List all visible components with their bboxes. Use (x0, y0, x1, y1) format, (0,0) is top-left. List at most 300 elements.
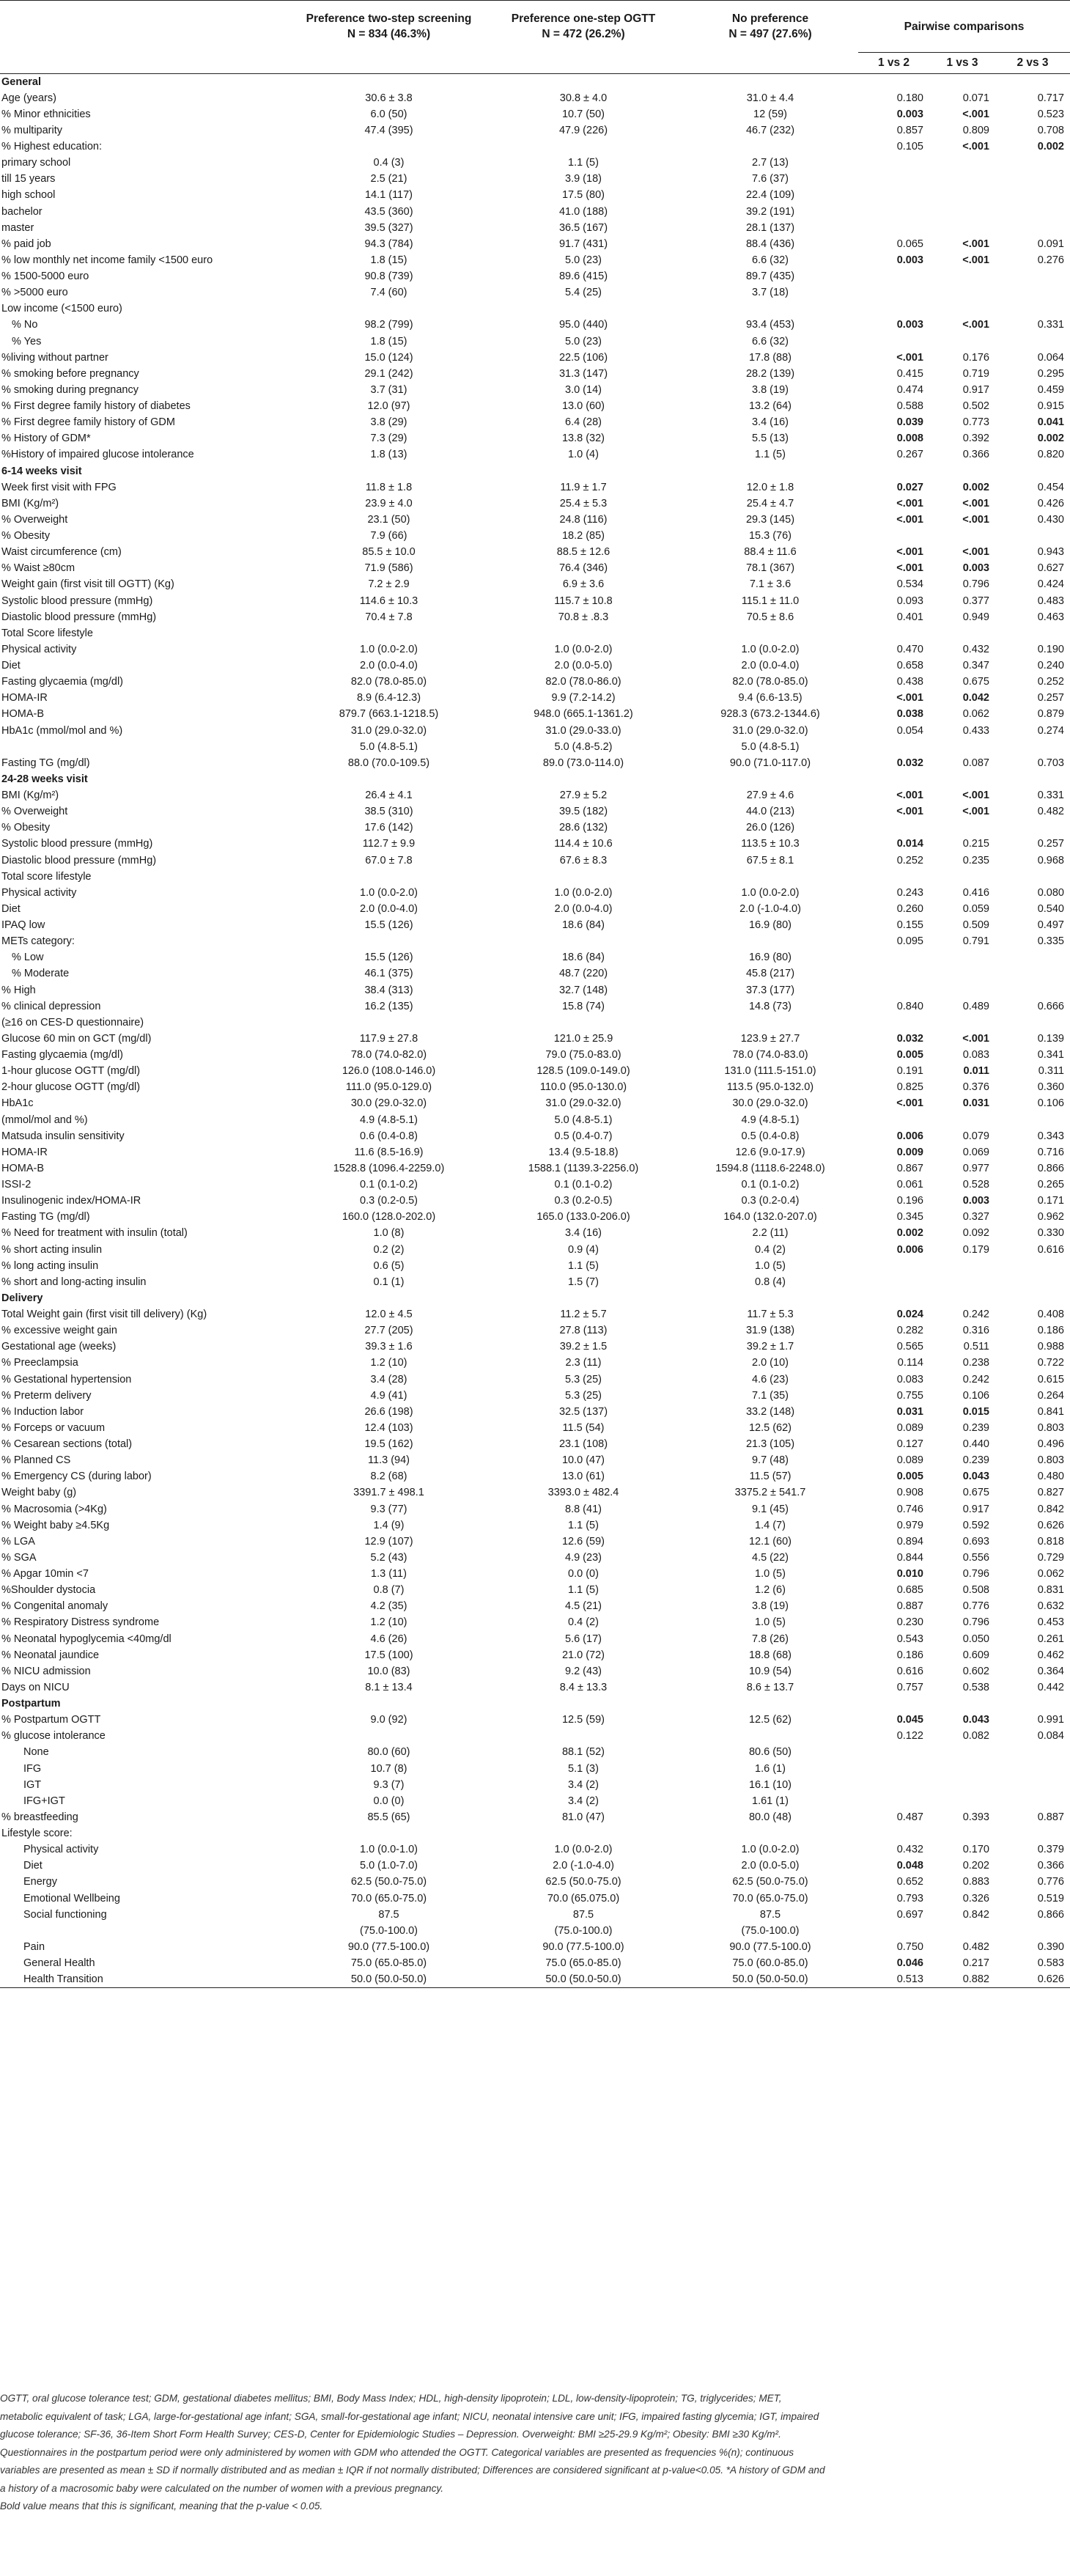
row-label: % Weight baby ≥4.5Kg (1, 1519, 110, 1531)
one-step-value: 114.4 ± 10.6 (554, 838, 613, 850)
table-row (0, 690, 1070, 706)
no-preference-value: 82.0 (78.0-85.0) (732, 676, 808, 688)
row-label: % NICU admission (1, 1665, 91, 1677)
p-1vs2 (858, 187, 929, 203)
no-preference-value: 2.0 (0.0-5.0) (741, 1860, 800, 1872)
no-preference-value (682, 933, 858, 949)
p-1vs3: 0.079 (962, 1130, 989, 1142)
no-preference-value: 87.5 (759, 1908, 781, 1921)
table-row (0, 1550, 1070, 1566)
two-step-value: 30.6 ± 3.8 (365, 92, 413, 104)
no-preference-value: 1.0 (0.0-2.0) (741, 643, 800, 655)
p-1vs2: <.001 (896, 1097, 923, 1110)
one-step-value: 5.3 (25) (565, 1389, 602, 1402)
p-2vs3: 0.716 (1037, 1146, 1064, 1158)
table-row (0, 90, 1070, 106)
table-row (0, 885, 1070, 901)
no-preference-value: 0.3 (0.2-0.4) (741, 1195, 800, 1207)
p-1vs2: 0.685 (896, 1584, 923, 1597)
no-preference-value: 70.0 (65.0-75.0) (732, 1892, 808, 1905)
p-1vs2: 0.048 (896, 1860, 923, 1872)
row-label: Total Weight gain (first visit till delivery) (Kg) (1, 1309, 207, 1321)
p-2vs3: 0.615 (1037, 1373, 1064, 1385)
table-row (0, 414, 1070, 430)
two-step-value (293, 1825, 484, 1841)
p-1vs2 (858, 1793, 929, 1809)
table-row (0, 982, 1070, 998)
p-1vs3: 0.092 (962, 1227, 989, 1240)
table-row (0, 1614, 1070, 1630)
two-step-value: 4.6 (26) (370, 1633, 407, 1645)
one-step-value: 88.5 ± 12.6 (556, 546, 610, 559)
p-2vs3 (995, 1744, 1070, 1760)
no-preference-value: 46.7 (232) (745, 124, 795, 136)
one-step-value: 91.7 (431) (558, 238, 608, 250)
row-label: Age (years) (1, 92, 56, 104)
table-row (0, 1095, 1070, 1111)
two-step-value: 126.0 (108.0-146.0) (342, 1065, 436, 1078)
one-step-value: 0.1 (0.1-0.2) (554, 1179, 613, 1191)
p-2vs3: 0.190 (1037, 643, 1064, 655)
p-1vs2: 0.658 (896, 660, 923, 672)
one-step-value: 47.9 (226) (558, 124, 608, 136)
table-row (0, 609, 1070, 625)
two-step-value: 0.6 (5) (373, 1259, 405, 1272)
no-preference-value: 4.5 (22) (752, 1551, 789, 1564)
no-preference-value: 28.1 (137) (745, 221, 795, 234)
table-row (0, 1891, 1070, 1907)
table-row (0, 917, 1070, 933)
one-step-value: 10.7 (50) (561, 108, 605, 120)
two-step-value: 3.8 (29) (370, 416, 407, 429)
p-2vs3: 0.879 (1037, 708, 1064, 721)
section-title: Postpartum (1, 1698, 61, 1710)
p-1vs3 (929, 268, 995, 284)
header-1vs3: 1 vs 3 (929, 53, 995, 74)
table-row (0, 965, 1070, 982)
two-step-value: 46.1 (375) (364, 968, 413, 980)
table-row (0, 1971, 1070, 1987)
p-1vs2 (858, 820, 929, 836)
no-preference-value: 9.7 (48) (752, 1454, 789, 1467)
p-2vs3: 0.330 (1037, 1227, 1064, 1240)
two-step-value: 111.0 (95.0-129.0) (345, 1081, 432, 1094)
row-label: Diet (23, 1860, 43, 1872)
two-step-value: 19.5 (162) (364, 1438, 413, 1451)
two-step-value: 90.8 (739) (364, 271, 413, 283)
p-1vs2 (858, 949, 929, 965)
p-2vs3: 0.831 (1037, 1584, 1064, 1597)
no-preference-value: 1.4 (7) (755, 1519, 786, 1531)
no-preference-value (682, 869, 858, 885)
one-step-value: 87.5 (572, 1908, 594, 1921)
p-2vs3: 0.703 (1037, 757, 1064, 769)
p-2vs3 (995, 982, 1070, 998)
p-1vs3: 0.083 (962, 1049, 989, 1061)
row-label: Glucose 60 min on GCT (mg/dl) (1, 1032, 152, 1045)
p-1vs3: 0.917 (962, 1503, 989, 1515)
two-step-value: 90.0 (77.5-100.0) (347, 1940, 430, 1953)
table-row (0, 1679, 1070, 1696)
no-preference-value: 2.7 (13) (752, 157, 789, 169)
row-label: Insulinogenic index/HOMA-IR (1, 1195, 141, 1207)
table-row (0, 787, 1070, 803)
p-1vs3: 0.242 (962, 1309, 989, 1321)
row-label: HbA1c (mmol/mol and %) (1, 724, 123, 737)
p-1vs3: 0.217 (962, 1957, 989, 1970)
table-row (0, 1404, 1070, 1420)
p-1vs2: 0.046 (896, 1957, 923, 1970)
row-label: % glucose intolerance (1, 1730, 106, 1743)
two-step-value: 62.5 (50.0-75.0) (350, 1876, 427, 1888)
row-label: % short acting insulin (1, 1243, 103, 1256)
row-label: %Shoulder dystocia (1, 1584, 96, 1597)
p-1vs2: 0.089 (896, 1421, 923, 1434)
one-step-value: 110.0 (95.0-130.0) (539, 1081, 627, 1094)
no-preference-value: 17.8 (88) (748, 351, 792, 364)
p-2vs3: 0.390 (1037, 1940, 1064, 1953)
p-1vs3 (929, 1793, 995, 1809)
p-1vs2: 0.267 (896, 449, 923, 461)
p-2vs3: 0.426 (1037, 497, 1064, 509)
p-2vs3 (995, 220, 1070, 236)
row-label: % paid job (1, 238, 51, 250)
two-step-value: 17.5 (100) (364, 1649, 413, 1661)
row-label: HOMA-B (1, 708, 44, 721)
row-label: % Macrosomia (>4Kg) (1, 1503, 107, 1515)
no-preference-value: 9.1 (45) (752, 1503, 789, 1515)
p-2vs3: 0.186 (1037, 1325, 1064, 1337)
p-1vs2: 0.010 (896, 1568, 923, 1580)
p-1vs3 (929, 171, 995, 187)
table-row (0, 1955, 1070, 1971)
one-step-value: 41.0 (188) (558, 205, 608, 218)
two-step-value: 0.0 (0) (373, 1795, 405, 1807)
no-preference-value: 31.9 (138) (745, 1325, 795, 1337)
table-row (0, 998, 1070, 1015)
p-2vs3 (995, 528, 1070, 544)
no-preference-value: 28.2 (139) (745, 367, 795, 380)
one-step-value: 79.0 (75.0-83.0) (545, 1049, 621, 1061)
p-1vs2 (858, 1274, 929, 1290)
one-step-value: 5.3 (25) (565, 1373, 602, 1385)
two-step-value: 15.5 (126) (364, 919, 413, 932)
one-step-value: 15.8 (74) (561, 1000, 605, 1012)
one-step-value: 31.0 (29.0-33.0) (545, 724, 621, 737)
one-step-value: 128.5 (109.0-149.0) (536, 1065, 630, 1078)
row-label: % Forceps or vacuum (1, 1421, 106, 1434)
two-step-value: 50.0 (50.0-50.0) (293, 1971, 484, 1987)
p-1vs3: 0.796 (962, 1568, 989, 1580)
header-blank (293, 53, 484, 74)
one-step-value (484, 1728, 682, 1744)
p-1vs3: 0.602 (962, 1665, 989, 1677)
p-1vs3: <.001 (962, 806, 989, 818)
no-preference-value: 18.8 (68) (748, 1649, 792, 1661)
table-row (0, 301, 1070, 317)
p-1vs3: 0.528 (962, 1179, 989, 1191)
two-step-value: 0.1 (0.1-0.2) (360, 1179, 418, 1191)
table-row (0, 1501, 1070, 1517)
p-1vs2: 0.345 (896, 1211, 923, 1223)
p-2vs3: 0.943 (1037, 546, 1064, 559)
p-2vs3: 0.841 (1037, 1405, 1064, 1418)
no-preference-value: 12.0 ± 1.8 (746, 481, 794, 493)
table-row (0, 593, 1070, 609)
p-1vs2: 0.065 (896, 238, 923, 250)
two-step-value: 6.0 (50) (370, 108, 407, 120)
p-1vs3: 0.050 (962, 1633, 989, 1645)
row-label: % low monthly net income family <1500 euro (1, 254, 213, 266)
row-label: % Overweight (1, 513, 68, 526)
header-1vs2: 1 vs 2 (858, 53, 929, 74)
row-label (0, 739, 293, 755)
table-body (0, 74, 1070, 1988)
table-row (0, 1484, 1070, 1501)
row-label (0, 1923, 293, 1939)
p-1vs3 (929, 625, 995, 641)
row-label: Days on NICU (1, 1681, 70, 1693)
row-label: high school (1, 189, 56, 202)
p-1vs2: <.001 (896, 497, 923, 509)
table-row (0, 139, 1070, 155)
row-label: % Need for treatment with insulin (total) (1, 1227, 188, 1240)
row-label: % Preterm delivery (1, 1389, 92, 1402)
p-1vs2: 0.006 (896, 1130, 923, 1142)
no-preference-value: 3375.2 ± 541.7 (734, 1487, 806, 1499)
one-step-value: 24.8 (116) (559, 513, 608, 526)
row-label: Total score lifestyle (1, 870, 92, 883)
p-1vs2: 0.127 (896, 1438, 923, 1451)
two-step-value: 8.1 ± 13.4 (365, 1681, 413, 1693)
row-label: Diet (1, 902, 21, 915)
table-row (0, 1631, 1070, 1647)
two-step-value (293, 1290, 484, 1306)
table-row (0, 284, 1070, 301)
two-step-value: 1.8 (13) (370, 449, 407, 461)
two-step-value: 1.0 (0.0-1.0) (360, 1844, 418, 1856)
p-1vs2 (858, 965, 929, 982)
no-preference-value: 50.0 (50.0-50.0) (682, 1971, 858, 1987)
table-row (0, 1793, 1070, 1809)
p-1vs3 (929, 771, 995, 787)
row-label: Lifestyle score: (1, 1828, 73, 1840)
p-1vs2 (858, 982, 929, 998)
row-label: % Respiratory Distress syndrome (1, 1616, 160, 1629)
two-step-value: 80.0 (60) (367, 1746, 410, 1759)
one-step-value: 3.9 (18) (565, 173, 602, 185)
row-label: Physical activity (23, 1844, 99, 1856)
p-1vs2 (858, 528, 929, 544)
p-2vs3: 0.497 (1037, 919, 1064, 932)
p-2vs3 (995, 268, 1070, 284)
p-1vs2: 0.565 (896, 1341, 923, 1353)
two-step-value: 38.5 (310) (364, 806, 413, 818)
row-label: Matsuda insulin sensitivity (1, 1130, 125, 1142)
row-label: % smoking before pregnancy (1, 367, 139, 380)
table-row (0, 625, 1070, 641)
two-step-value: 5.2 (43) (370, 1551, 407, 1564)
no-preference-value: 21.3 (105) (745, 1438, 795, 1451)
p-1vs3: <.001 (962, 319, 989, 331)
one-step-value: 11.9 ± 1.7 (560, 481, 607, 493)
p-1vs3: 0.003 (962, 1195, 989, 1207)
p-1vs2: 0.415 (896, 367, 923, 380)
p-1vs2 (858, 1744, 929, 1760)
one-step-value: 50.0 (50.0-50.0) (484, 1971, 682, 1987)
one-step-value: (75.0-100.0) (554, 1924, 613, 1937)
row-label: Social functioning (23, 1908, 107, 1921)
p-1vs3: 0.776 (962, 1600, 989, 1613)
p-1vs3: 0.809 (962, 124, 989, 136)
p-1vs2: 0.006 (896, 1243, 923, 1256)
header-col3-n: N = 497 (27.6%) (728, 28, 812, 41)
two-step-value: 9.3 (77) (370, 1503, 407, 1515)
p-1vs2: 0.867 (896, 1162, 923, 1174)
row-label: Fasting TG (mg/dl) (1, 757, 90, 769)
row-label: % Neonatal hypoglycemia <40mg/dl (1, 1633, 171, 1645)
p-1vs2: <.001 (896, 562, 923, 575)
table-row (0, 1388, 1070, 1404)
two-step-value: 38.4 (313) (364, 984, 413, 996)
p-1vs2: 0.844 (896, 1551, 923, 1564)
p-1vs3: <.001 (962, 108, 989, 120)
two-step-value: 3.7 (31) (370, 383, 407, 396)
row-label: % Moderate (12, 968, 70, 980)
p-1vs3: 0.882 (929, 1971, 995, 1987)
table-row (0, 1777, 1070, 1793)
one-step-value: 3.0 (14) (565, 383, 602, 396)
p-1vs3: 0.031 (962, 1097, 989, 1110)
p-2vs3: 0.827 (1037, 1487, 1064, 1499)
row-label: Fasting TG (mg/dl) (1, 1211, 90, 1223)
row-label: IGT (23, 1778, 42, 1791)
row-label: % Low (12, 952, 44, 964)
p-2vs3: 0.080 (1037, 886, 1064, 899)
two-step-value: 15.5 (126) (364, 952, 413, 964)
p-2vs3: 0.523 (1037, 108, 1064, 120)
p-2vs3 (995, 301, 1070, 317)
two-step-value: 30.0 (29.0-32.0) (350, 1097, 427, 1110)
two-step-value: 1.0 (0.0-2.0) (360, 643, 418, 655)
p-1vs3 (929, 204, 995, 220)
two-step-value (293, 1015, 484, 1031)
row-label: % multiparity (1, 124, 62, 136)
row-label: till 15 years (1, 173, 56, 185)
one-step-value: 12.5 (59) (561, 1714, 605, 1726)
table-row (0, 187, 1070, 203)
table-row (0, 1047, 1070, 1063)
row-label: % excessive weight gain (1, 1325, 117, 1337)
no-preference-value: 3.8 (19) (752, 1600, 789, 1613)
no-preference-value: 9.4 (6.6-13.5) (738, 692, 802, 704)
two-step-value: 5.0 (4.8-5.1) (360, 740, 418, 753)
row-label: % High (1, 984, 36, 996)
row-label: % Yes (12, 335, 42, 347)
no-preference-value: 12.6 (9.0-17.9) (735, 1146, 805, 1158)
p-1vs2: 0.054 (896, 724, 923, 737)
one-step-value: 5.0 (23) (565, 335, 602, 347)
p-1vs3 (929, 1290, 995, 1306)
no-preference-value: 44.0 (213) (745, 806, 795, 818)
one-step-value: 81.0 (47) (561, 1811, 605, 1823)
two-step-value: 1.8 (15) (370, 254, 407, 266)
p-2vs3: 0.915 (1037, 400, 1064, 413)
p-1vs3 (929, 1761, 995, 1777)
one-step-value: 70.0 (65.075.0) (547, 1892, 620, 1905)
one-step-value: 90.0 (77.5-100.0) (542, 1940, 624, 1953)
table-row (0, 1177, 1070, 1193)
p-1vs3: 0.592 (962, 1519, 989, 1531)
p-1vs2: 0.196 (896, 1195, 923, 1207)
one-step-value: 8.4 ± 13.3 (559, 1681, 608, 1693)
two-step-value: 4.2 (35) (370, 1600, 407, 1613)
p-2vs3: 0.379 (1037, 1844, 1064, 1856)
one-step-value: 95.0 (440) (558, 319, 608, 331)
table-row (0, 1582, 1070, 1598)
no-preference-value: 70.5 ± 8.6 (746, 611, 794, 623)
p-1vs2 (858, 301, 929, 317)
p-2vs3: 0.776 (1037, 1876, 1064, 1888)
p-1vs2: 0.003 (896, 108, 923, 120)
one-step-value (484, 463, 682, 479)
one-step-value: 5.1 (3) (568, 1762, 599, 1775)
section-row (0, 1290, 1070, 1306)
p-1vs3 (929, 1274, 995, 1290)
no-preference-value: 1.0 (0.0-2.0) (741, 1844, 800, 1856)
p-1vs2 (858, 1112, 929, 1128)
two-step-value: 14.1 (117) (364, 189, 413, 202)
p-1vs2: 0.438 (896, 676, 923, 688)
p-2vs3: 0.866 (1037, 1908, 1064, 1921)
table-row (0, 1452, 1070, 1468)
p-1vs3: 0.366 (962, 449, 989, 461)
p-1vs2 (858, 1258, 929, 1274)
no-preference-value: 5.0 (4.8-5.1) (741, 740, 800, 753)
p-1vs2: 0.155 (896, 919, 923, 932)
p-1vs2: 0.432 (896, 1844, 923, 1856)
row-label: % Emergency CS (during labor) (1, 1471, 152, 1483)
p-1vs3: 0.327 (962, 1211, 989, 1223)
one-step-value: 9.2 (43) (565, 1665, 602, 1677)
two-step-value: 0.6 (0.4-0.8) (360, 1130, 418, 1142)
p-1vs2: <.001 (896, 546, 923, 559)
no-preference-value: 1.1 (5) (755, 449, 786, 461)
row-label: % No (12, 319, 38, 331)
table-row (0, 496, 1070, 512)
row-label: % Congenital anomaly (1, 1600, 108, 1613)
p-1vs3 (929, 220, 995, 236)
table-row (0, 803, 1070, 820)
one-step-value: 30.8 ± 4.0 (559, 92, 608, 104)
no-preference-value: 1594.8 (1118.6-2248.0) (715, 1162, 825, 1174)
p-2vs3: 0.264 (1037, 1389, 1064, 1402)
p-1vs2 (858, 1761, 929, 1777)
p-1vs3: <.001 (962, 141, 989, 153)
p-1vs2: <.001 (896, 351, 923, 364)
table-row (0, 1744, 1070, 1760)
row-label: IFG+IGT (23, 1795, 65, 1807)
two-step-value: 26.4 ± 4.1 (365, 790, 413, 802)
table-row (0, 1306, 1070, 1322)
p-1vs2: 0.857 (896, 124, 923, 136)
one-step-value: 5.4 (25) (565, 287, 602, 299)
section-row (0, 74, 1070, 90)
p-2vs3 (995, 155, 1070, 171)
p-2vs3: 0.496 (1037, 1438, 1064, 1451)
p-1vs3 (929, 982, 995, 998)
p-1vs2: 0.894 (896, 1535, 923, 1548)
